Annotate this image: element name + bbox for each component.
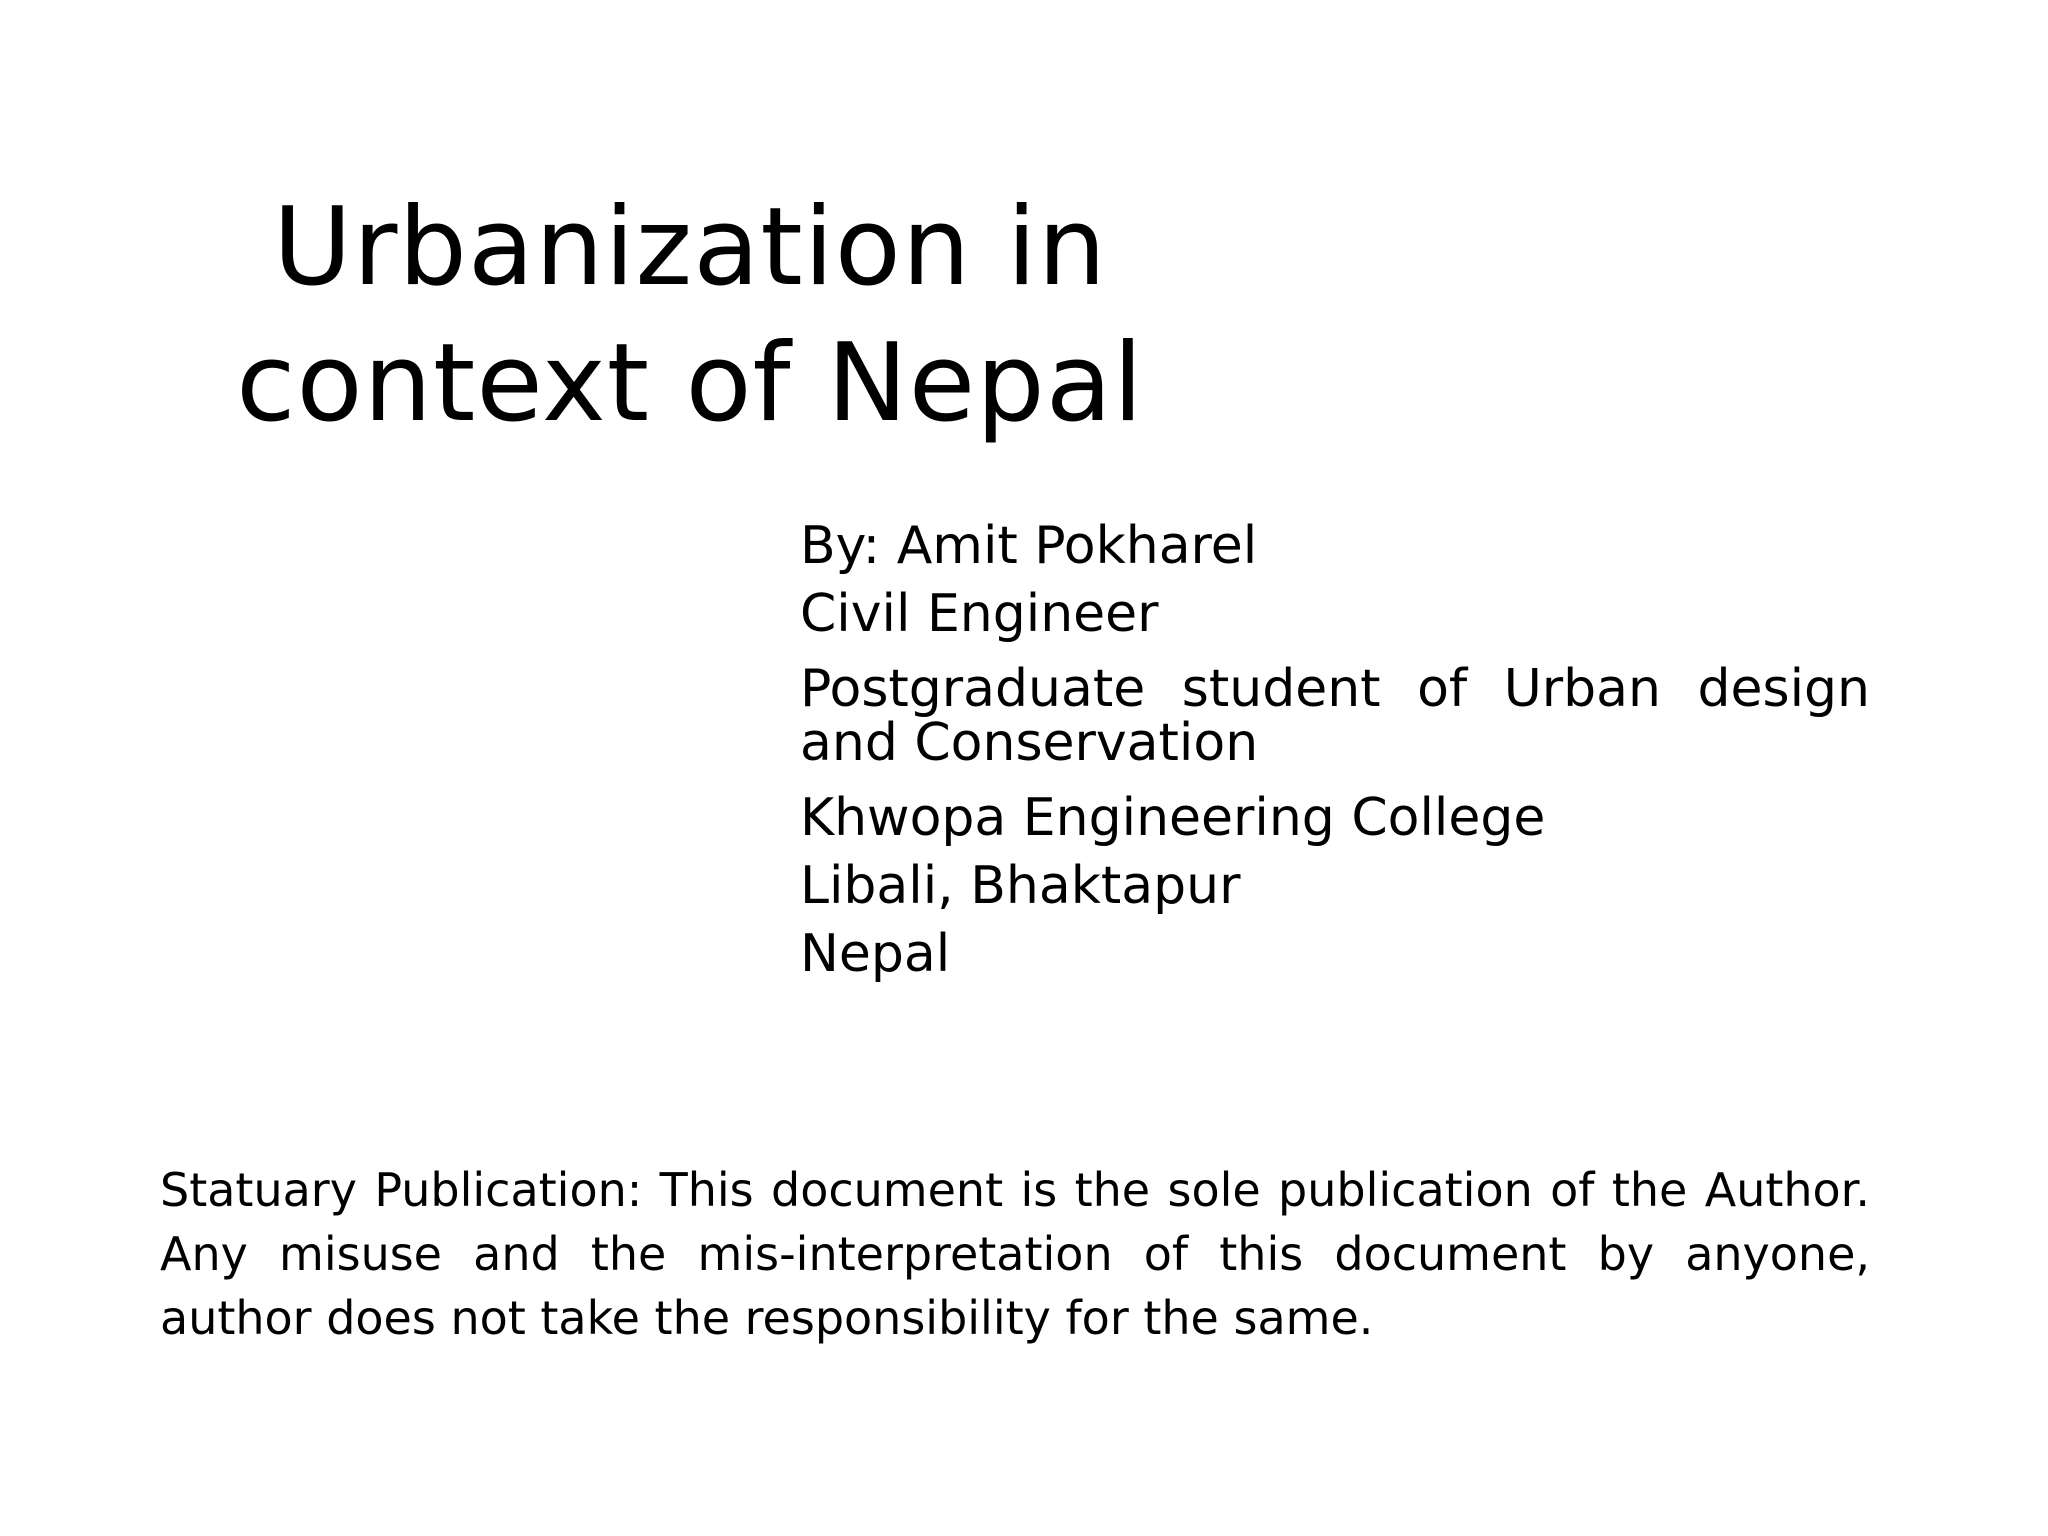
disclaimer-text: Statuary Publication: This document is the sole publication of the Author. Any misuse and the mis-interpretation of this document by anyone, author does not take the responsibility for the same. <box>160 1163 1870 1345</box>
author-program-line-1: Postgraduate student of Urban design <box>800 659 1870 719</box>
author-block <box>800 512 1870 988</box>
author-country: Nepal <box>800 924 951 984</box>
author-profession: Civil Engineer <box>800 584 1159 644</box>
slide-title <box>160 180 1220 452</box>
author-program-line-2: and Conservation <box>800 713 1259 773</box>
author-location: Libali, Bhaktapur <box>800 856 1241 916</box>
author-college: Khwopa Engineering College <box>800 788 1546 848</box>
title-line-1: Urbanization in <box>272 185 1108 310</box>
author-name: By: Amit Pokharel <box>800 516 1258 576</box>
title-line-2: context of Nepal <box>236 321 1144 446</box>
